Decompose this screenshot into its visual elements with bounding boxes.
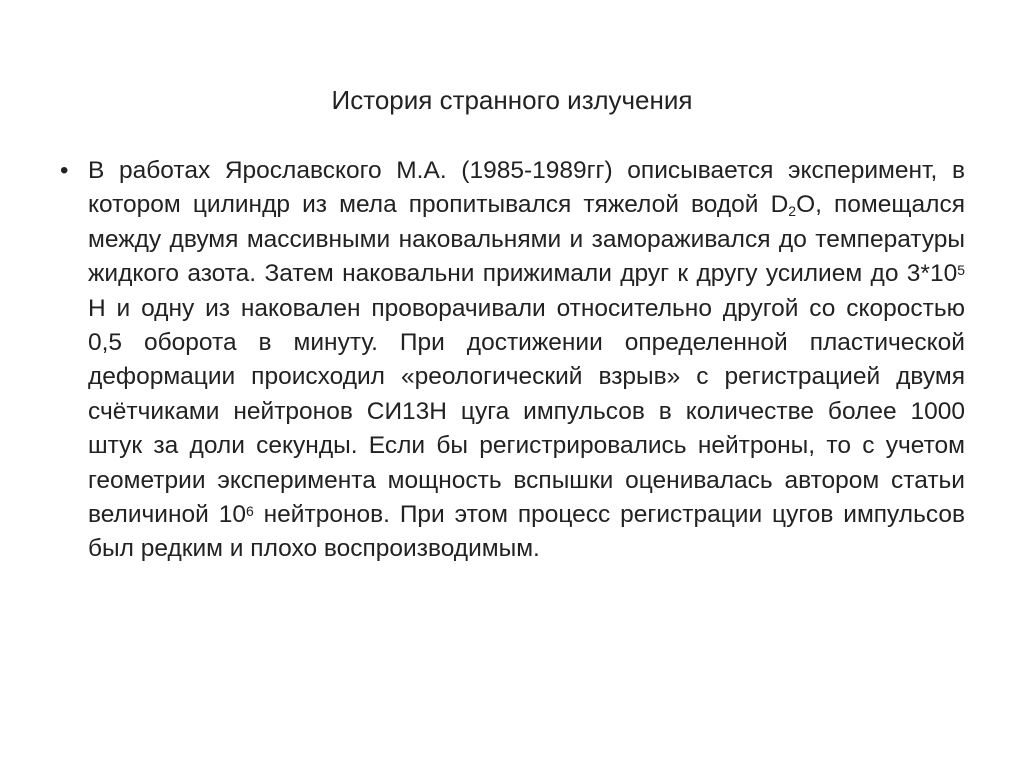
bullet-list [60,154,965,567]
text-run: нейтронов. При этом процесс регистрации цугов импульсов был редким и плохо воспроизводимым. [88,501,965,563]
superscript-run: 6 [245,503,254,520]
text-run: O, помещался между двумя массивными наковальнями и замораживался до температуры жидкого азота. Затем наковальни прижимали друг к другу усилием до 3*10 [88,191,965,288]
text-run: В работах Ярославского М.А. (1985-1989гг) описывается эксперимент, в котором цилиндр из мела пропитывался тяжелой водой D [88,157,965,219]
text-run: Н и одну из наковален проворачивали относительно другой со скоростью 0,5 оборота в минуту. При достижении определенной пластической деформации происходил «реологический взрыв» с регистрацией двумя счётчиками нейтронов СИ13Н цуга импульсов в количестве более 1000 штук за доли секунды. Если бы регистрировались нейтроны, то с учетом геометрии эксперимента мощность вспышки оценивалась автором статьи величиной 10 [88,294,965,529]
bullet-text [88,157,965,562]
bullet-item [60,154,965,567]
bullet-dot-icon: • [60,157,69,184]
slide-title: История странного излучения [331,85,693,115]
superscript-run: 5 [957,262,965,279]
subscript-run: 2 [788,203,797,220]
